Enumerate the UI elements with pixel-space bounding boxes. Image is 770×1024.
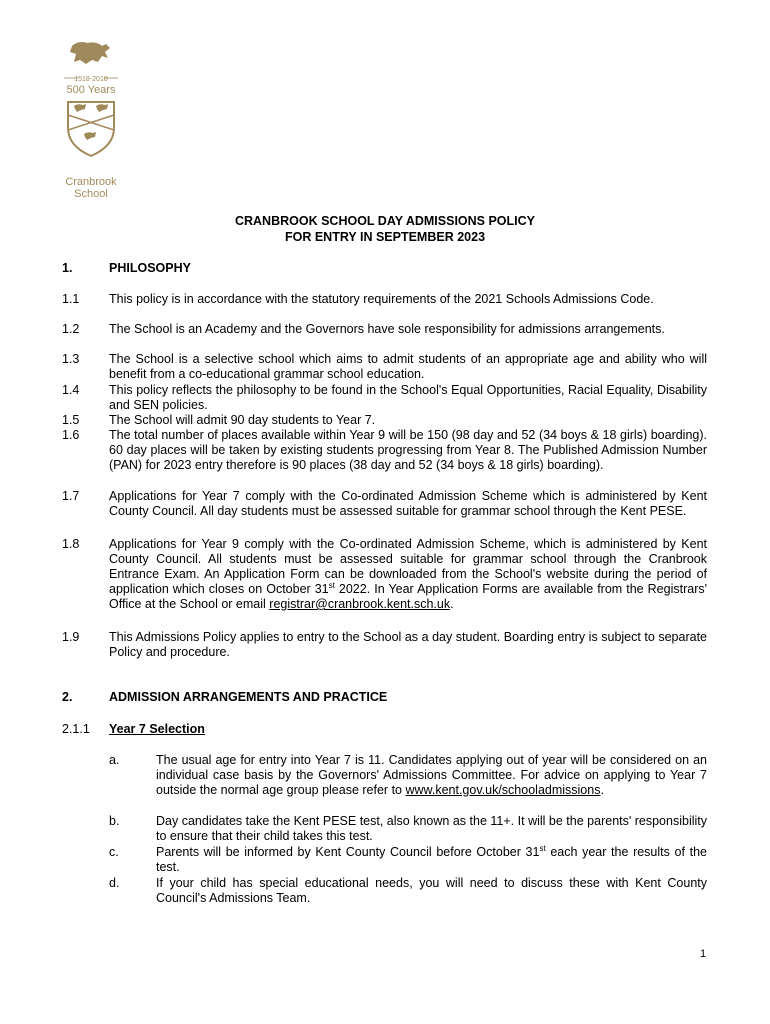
list-letter: c. [109, 845, 119, 859]
kent-admissions-link[interactable]: www.kent.gov.uk/schooladmissions [405, 783, 601, 797]
clause-text: This policy is in accordance with the statutory requirements of the 2021 Schools Admissions Code. [109, 292, 654, 306]
clause-number: 1.1 [62, 292, 80, 306]
document-title-line2: FOR ENTRY IN SEPTEMBER 2023 [284, 230, 486, 244]
list-item-text [156, 753, 707, 798]
clause-number: 1.7 [62, 489, 80, 503]
clause-text: The School is an Academy and the Governors have sole responsibility for admissions arrangements. [109, 322, 665, 336]
lion-crest-icon [58, 40, 124, 158]
logo-school-name-line1: Cranbrook [65, 176, 117, 188]
list-item-text-part: The usual age for entry into Year 7 is 11. Candidates applying out of year will be considered on an individual case basis by the Governors' Admissions Committee. For advice on applying to Year 7 outside the normal age group please refer to [156, 753, 707, 797]
clause-number: 1.4 [62, 383, 80, 397]
clause-number: 1.8 [62, 537, 80, 551]
ordinal-suffix: st [328, 580, 335, 590]
logo-anniversary: 500 Years [66, 84, 116, 96]
page-number: 1 [700, 948, 707, 960]
document-title-line1: CRANBROOK SCHOOL DAY ADMISSIONS POLICY [234, 214, 536, 228]
clause-number: 1.5 [62, 413, 80, 427]
list-item-text-part: . [600, 783, 604, 797]
clause-number: 1.6 [62, 428, 80, 442]
sub-section-heading: Year 7 Selection [109, 722, 205, 736]
list-letter: d. [109, 876, 120, 890]
clause-text: This policy reflects the philosophy to be found in the School's Equal Opportunities, Racial Equality, Disability and SEN policies. [109, 383, 707, 412]
list-letter: a. [109, 753, 120, 767]
section-2-number: 2. [62, 690, 73, 704]
clause-text-part: 2022. In Year Application Forms are available from the Registrars' Office at the School or email [109, 582, 707, 611]
clause-text-part: Applications for Year 9 comply with the Co-ordinated Admission Scheme, which is administered by Kent County Council. All students must be assessed suitable for grammar school through the Cranbrook Entrance Exam. An Application Form can be downloaded from the School's website during the period of application which closes on October 31 [109, 537, 707, 596]
list-item-text: Day candidates take the Kent PESE test, also known as the 11+. It will be the parents' responsibility to ensure that their child takes this test. [156, 814, 707, 843]
clause-text: This Admissions Policy applies to entry to the School as a day student. Boarding entry is subject to separate Policy and procedure. [109, 630, 707, 659]
registrar-email-link[interactable]: registrar@cranbrook.kent.sch.uk [269, 597, 451, 611]
sub-section-number: 2.1.1 [62, 722, 90, 736]
list-item-text-part: Parents will be informed by Kent County Council before October 31 [156, 845, 540, 859]
section-1-heading: PHILOSOPHY [109, 261, 191, 275]
ordinal-suffix: st [539, 843, 546, 853]
section-2-heading: ADMISSION ARRANGEMENTS AND PRACTICE [109, 690, 388, 704]
clause-text: Applications for Year 7 comply with the Co-ordinated Admission Scheme which is administered by Kent County Council. All day students must be assessed suitable for grammar school through the Kent PESE. [109, 489, 707, 518]
clause-number: 1.3 [62, 352, 80, 366]
list-item-text-part: each year the results of the test. [156, 845, 707, 874]
list-letter: b. [109, 814, 120, 828]
logo-school-name-line2: School [74, 188, 108, 200]
clause-number: 1.9 [62, 630, 80, 644]
clause-text: The School is a selective school which aims to admit students of an appropriate age and ability who will benefit from a co-educational grammar school education. [109, 352, 707, 381]
list-item-text [156, 845, 707, 875]
logo-years-range: 1518-2018 [74, 76, 108, 83]
section-1-number: 1. [62, 261, 73, 275]
clause-text: The School will admit 90 day students to Year 7. [109, 413, 376, 427]
clause-text: The total number of places available within Year 9 will be 150 (98 day and 52 (34 boys & 18 girls) boarding). 60 day places will be taken by existing students progressing from Year 8. The Published Admission Number (PAN) for 2023 entry therefore is 90 places (38 day and 52 (34 boys & 18 girls) boarding). [109, 428, 707, 472]
clause-text-part: . [450, 597, 454, 611]
clause-text [109, 537, 707, 612]
list-item-text: If your child has special educational needs, you will need to discuss these with Kent County Council's Admissions Team. [156, 876, 707, 905]
clause-number: 1.2 [62, 322, 80, 336]
